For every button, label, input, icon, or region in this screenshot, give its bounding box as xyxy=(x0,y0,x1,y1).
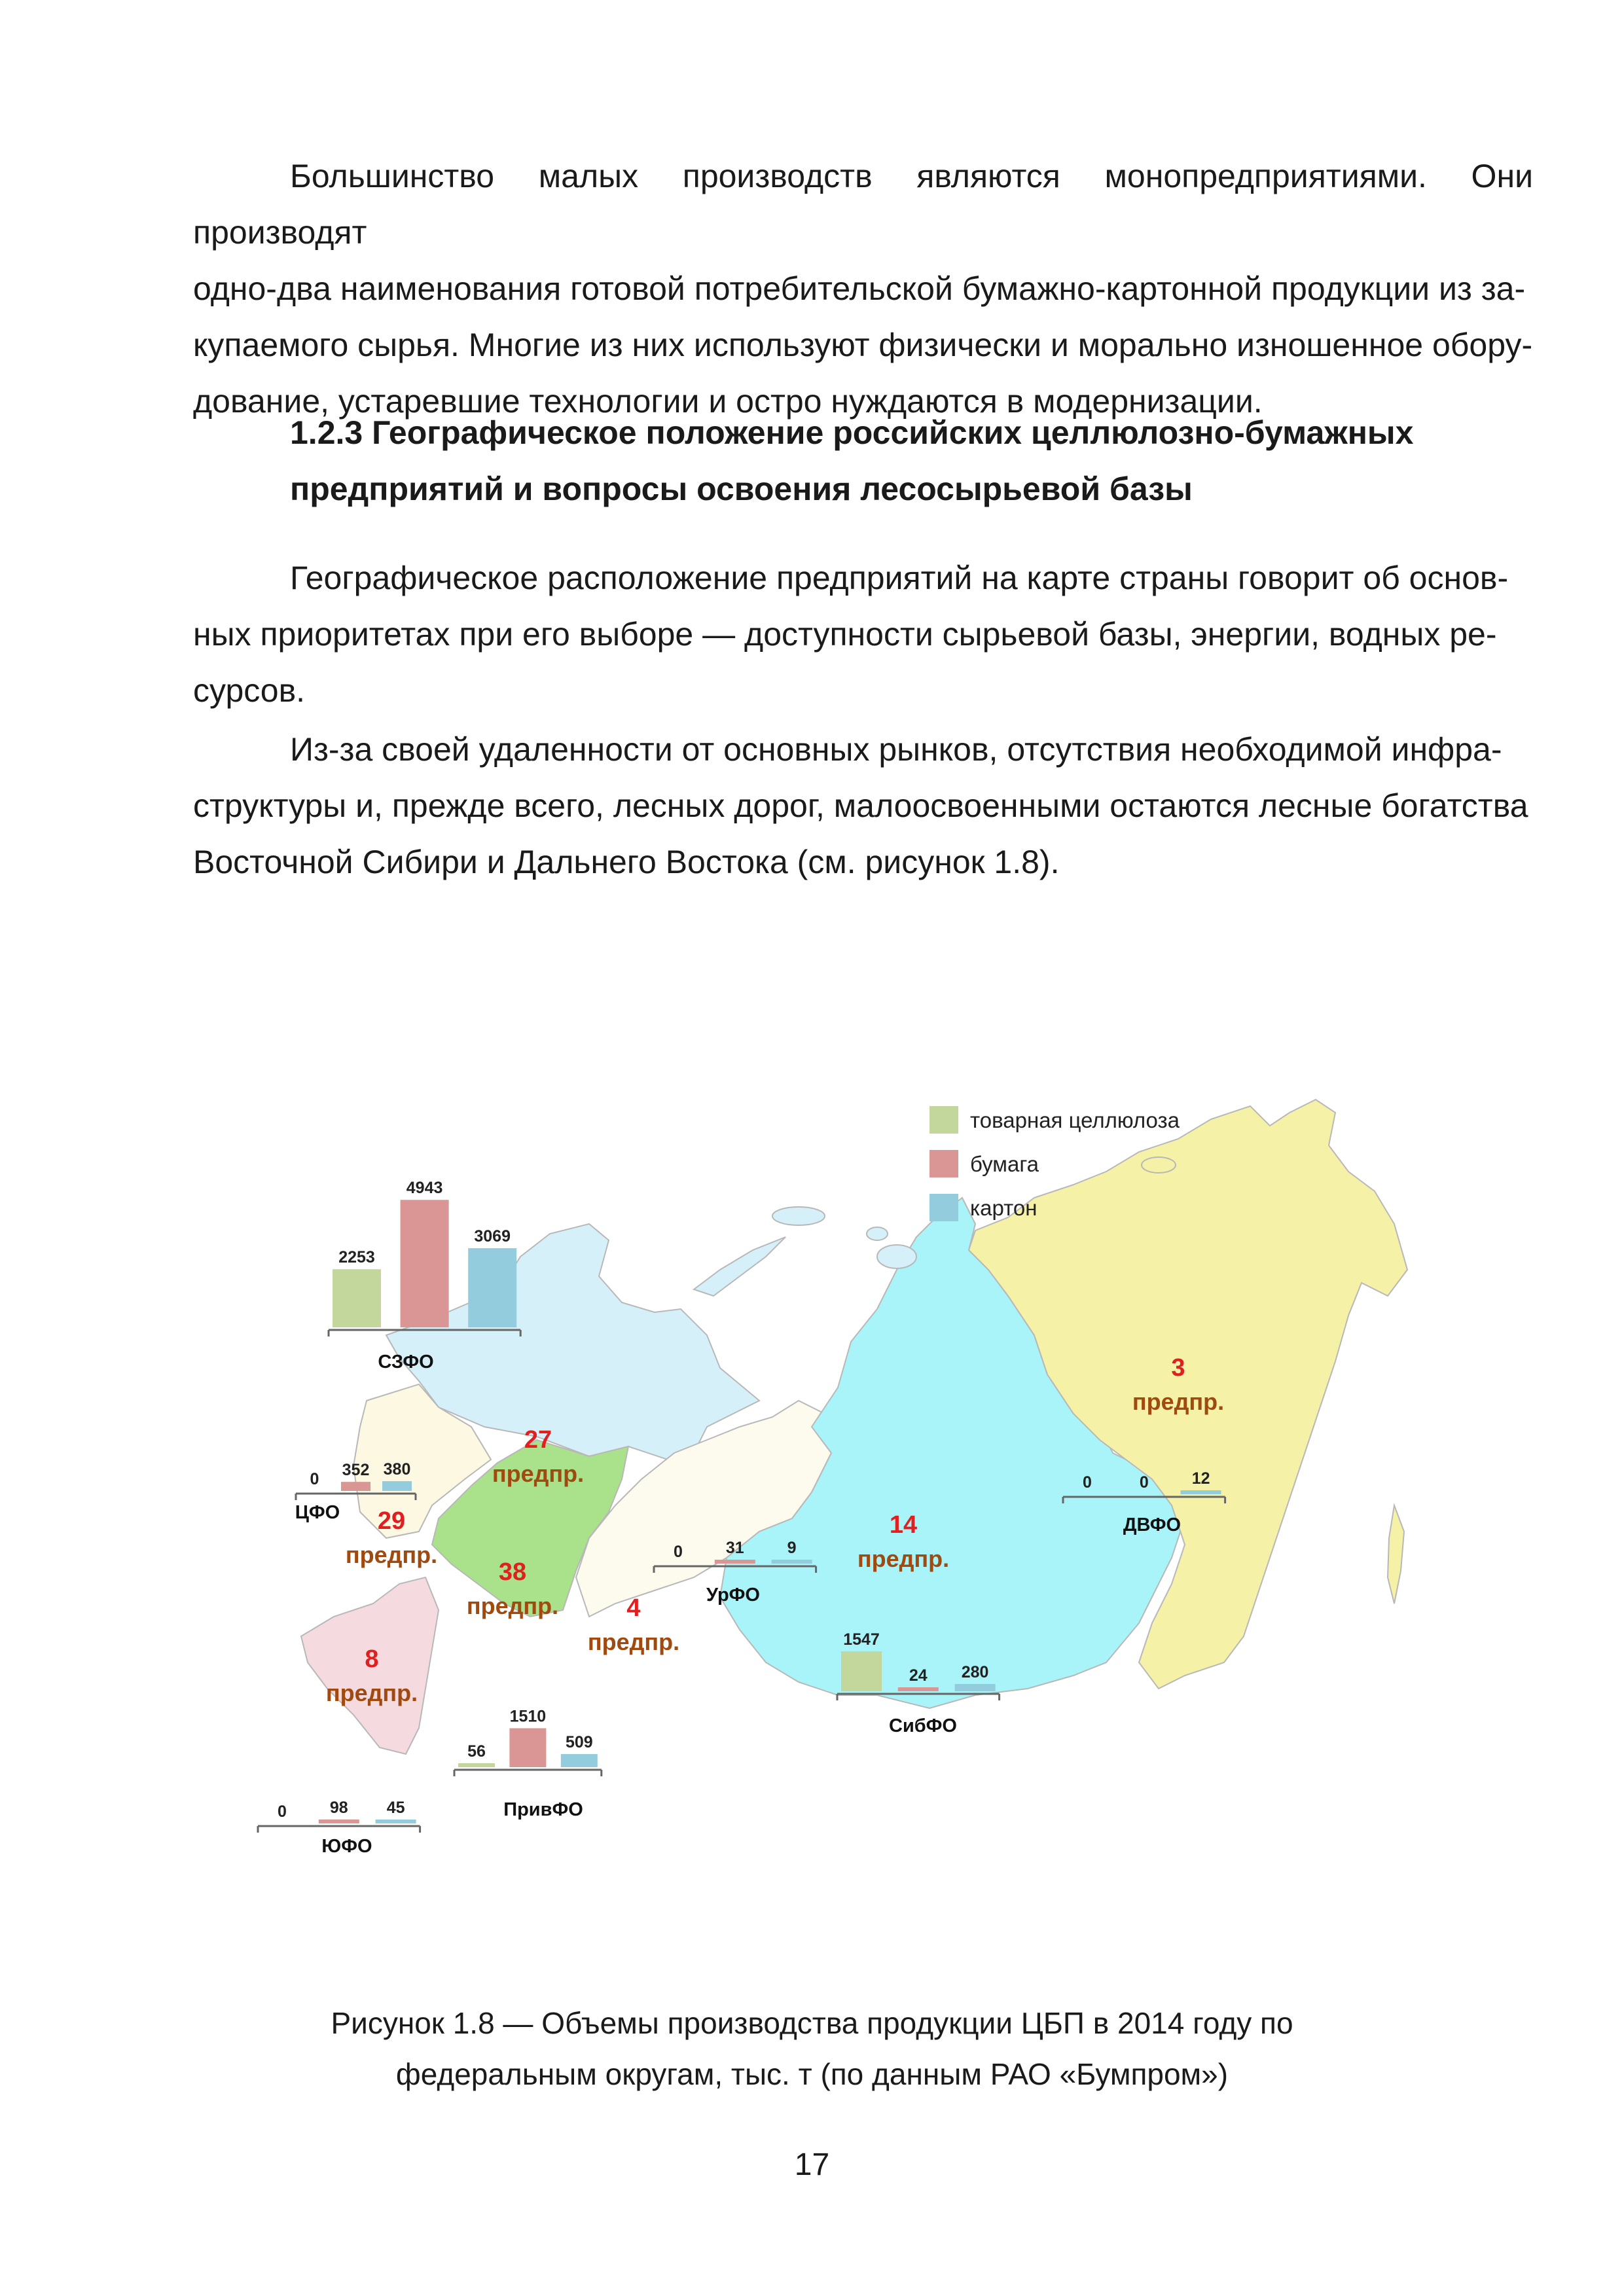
legend-swatch-paper xyxy=(929,1150,958,1177)
bar-group xyxy=(329,1179,520,1336)
unit-urfo: предпр. xyxy=(587,1628,680,1655)
bar xyxy=(319,1820,359,1823)
bar xyxy=(955,1684,996,1691)
district-name-urfo: УрФО xyxy=(706,1585,760,1605)
island-arctic-3 xyxy=(867,1227,888,1240)
district-name-sibfo: СибФО xyxy=(889,1715,957,1736)
paragraph-2 xyxy=(193,550,1533,719)
district-name-szfo: СЗФО xyxy=(378,1352,434,1372)
count-urfo: 4 xyxy=(626,1594,641,1622)
bar-value-label: 31 xyxy=(725,1539,744,1557)
paragraph-3 xyxy=(193,721,1533,890)
bar-value-label: 9 xyxy=(787,1539,797,1557)
bar-value-label: 509 xyxy=(565,1732,593,1751)
island-novaya-zemlya xyxy=(694,1237,785,1296)
text-line: Из-за своей удаленности от основных рынков, отсутствия необходимой инфра- xyxy=(290,731,1502,768)
bar xyxy=(468,1248,516,1327)
bar xyxy=(341,1482,370,1491)
heading-line: 1.2.3 Географическое положение российских целлюлозно-бумажных xyxy=(290,414,1414,451)
bar-value-label: 280 xyxy=(961,1662,989,1681)
bar xyxy=(841,1651,882,1691)
bar xyxy=(898,1687,939,1691)
section-heading xyxy=(290,404,1534,517)
page-number: 17 xyxy=(794,2147,830,2182)
island-sakhalin xyxy=(1388,1505,1404,1604)
count-cfo: 29 xyxy=(377,1507,406,1535)
bar xyxy=(382,1481,412,1491)
count-sibfo: 14 xyxy=(889,1511,918,1539)
bar xyxy=(715,1560,755,1564)
bar-value-label: 1510 xyxy=(509,1707,547,1726)
district-name-yufo: ЮФО xyxy=(321,1836,372,1857)
unit-sibfo: предпр. xyxy=(857,1545,950,1572)
bar-value-label: 0 xyxy=(1139,1473,1149,1492)
bar-value-label: 380 xyxy=(383,1460,411,1479)
text-line: структуры и, прежде всего, лесных дорог, малоосвоенными остаются лесные богатства xyxy=(193,787,1528,824)
russia-district-map xyxy=(223,1060,1466,1937)
legend-label-pulp: товарная целлюлоза xyxy=(970,1108,1180,1132)
bar-value-label: 98 xyxy=(329,1799,348,1817)
unit-privfo: предпр. xyxy=(466,1592,559,1619)
bar-value-label: 4943 xyxy=(406,1179,443,1198)
bar-group xyxy=(454,1708,602,1776)
text-line: Восточной Сибири и Дальнего Востока (см. рисунок 1.8). xyxy=(193,844,1060,880)
bar-value-label: 2253 xyxy=(338,1248,375,1267)
bar xyxy=(376,1820,416,1823)
count-dvfo: 3 xyxy=(1171,1354,1185,1382)
unit-dvfo: предпр. xyxy=(1132,1388,1225,1415)
text-line: ных приоритетах при его выборе — доступности сырьевой базы, энергии, водных ре- xyxy=(193,616,1497,653)
text-line: Большинство малых производств являются монопредприятиями. Они производят xyxy=(193,158,1533,251)
caption-line: федеральным округам, тыс. т (по данным РАО «Бумпром») xyxy=(395,2057,1229,2091)
bar-value-label: 352 xyxy=(342,1461,370,1480)
paragraph-1 xyxy=(193,148,1533,429)
district-name-privfo: ПривФО xyxy=(503,1799,583,1820)
district-name-dvfo: ДВФО xyxy=(1123,1515,1182,1535)
district-name-cfo: ЦФО xyxy=(295,1502,340,1523)
bar-value-label: 0 xyxy=(674,1543,683,1561)
bar-value-label: 24 xyxy=(909,1666,928,1685)
bar-group xyxy=(258,1799,420,1833)
figure-caption xyxy=(0,1998,1624,2100)
text-line: сурсов. xyxy=(193,672,306,709)
bar xyxy=(401,1200,449,1327)
bar-value-label: 56 xyxy=(467,1742,486,1761)
legend-swatch-board xyxy=(929,1194,958,1221)
bar-value-label: 3069 xyxy=(474,1227,511,1246)
legend-label-paper: бумага xyxy=(970,1152,1039,1176)
bar-value-label: 0 xyxy=(278,1803,287,1821)
unit-cfo: предпр. xyxy=(345,1541,438,1568)
bar-value-label: 1547 xyxy=(843,1630,880,1649)
count-yufo: 8 xyxy=(365,1645,379,1673)
bar xyxy=(1181,1490,1221,1494)
bar-value-label: 0 xyxy=(1083,1473,1092,1492)
text-line: дование, устаревшие технологии и остро нуждаются в модернизации. xyxy=(193,383,1263,420)
island-arctic-2 xyxy=(877,1245,916,1268)
heading-line: предприятий и вопросы освоения лесосырьевой базы xyxy=(290,471,1193,507)
legend-label-board: картон xyxy=(970,1196,1038,1220)
bar xyxy=(458,1763,495,1767)
island-arctic-1 xyxy=(772,1207,825,1225)
text-line: Географическое расположение предприятий на карте страны говорит об основ- xyxy=(290,560,1509,596)
bar xyxy=(772,1560,812,1564)
bar xyxy=(509,1729,546,1767)
count-szfo: 27 xyxy=(524,1426,552,1454)
bar-value-label: 45 xyxy=(386,1799,405,1817)
bar-value-label: 12 xyxy=(1191,1469,1210,1488)
text-line: купаемого сырья. Многие из них используют физически и морально изношенное обору- xyxy=(193,327,1533,363)
caption-line: Рисунок 1.8 — Объемы производства продукции ЦБП в 2014 году по xyxy=(331,2006,1293,2040)
unit-yufo: предпр. xyxy=(325,1679,418,1706)
bar-value-label: 0 xyxy=(310,1470,319,1488)
text-line: одно-два наименования готовой потребительской бумажно-картонной продукции из за- xyxy=(193,270,1526,307)
island-novosibirsk xyxy=(1142,1157,1176,1173)
unit-szfo: предпр. xyxy=(492,1460,585,1487)
bar xyxy=(561,1754,598,1767)
count-privfo: 38 xyxy=(498,1558,527,1586)
legend-swatch-pulp xyxy=(929,1106,958,1134)
bar xyxy=(333,1269,381,1327)
